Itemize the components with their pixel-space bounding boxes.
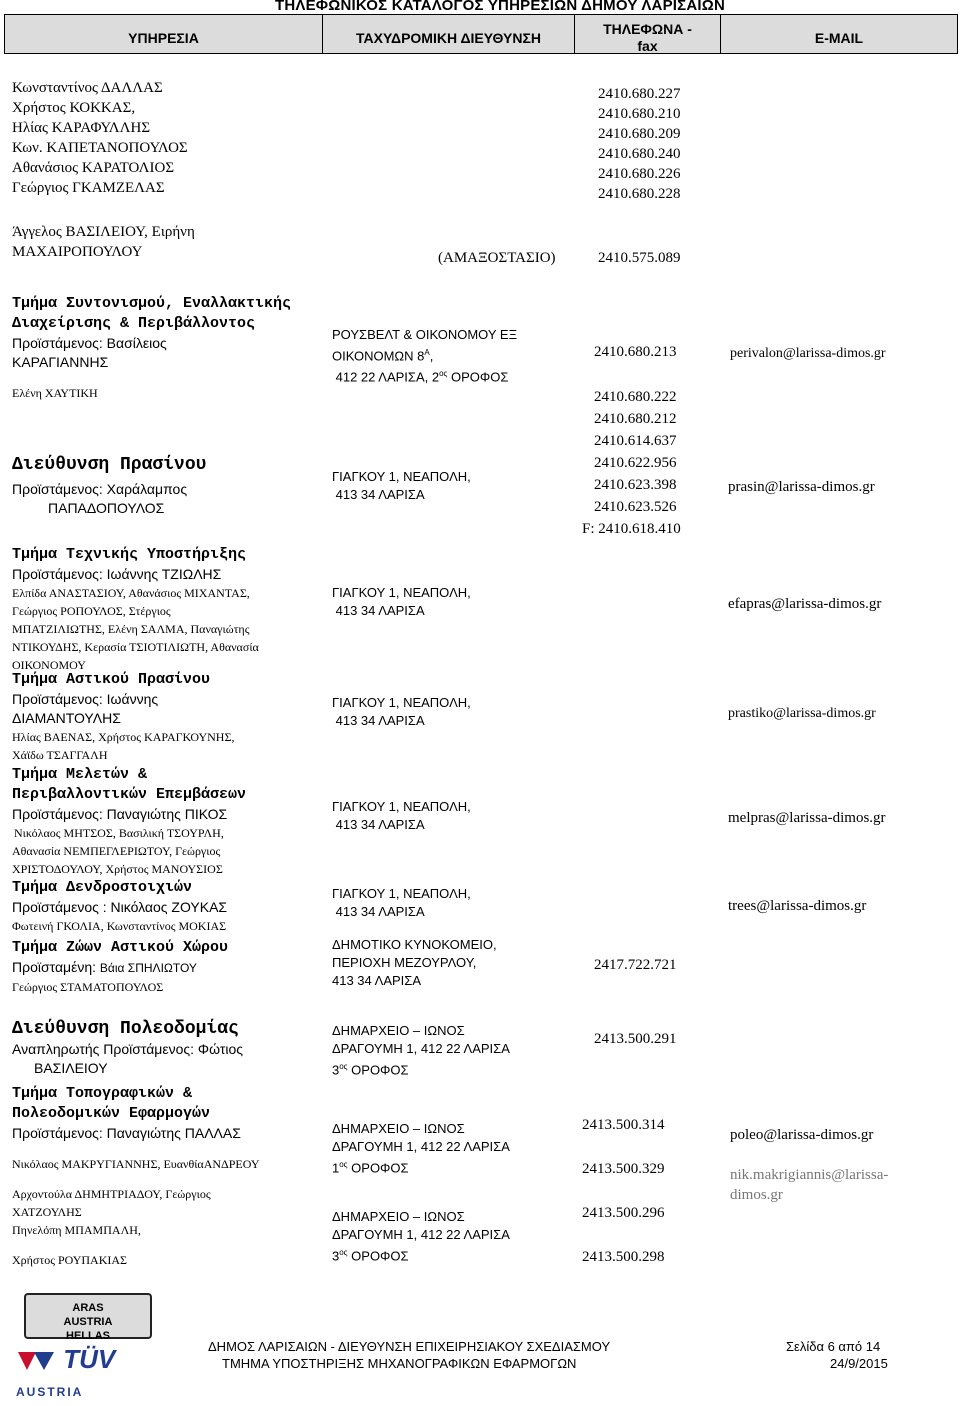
phone-zoon: 2417.722.721 <box>594 957 677 973</box>
dept-meleton: Τμήμα Μελετών & Περιβαλλοντικών Επεμβάσεων Προϊστάμενος: Παναγιώτης ΠΙΚΟΣ Νικόλαος ΜΗΤΣΟΣ, Βασιλική ΤΣΟΥΡΛΗ, Αθανασία ΝΕΜΠΕΓΛΕΡΙΩΤΟΥ, Γεώργιος ΧΡΙΣΤΟΔΟΥΛΟΥ, Χρήστος ΜΑΝΟΥΣΙΟΣ <box>12 766 247 876</box>
dept-zoon: Τμήμα Ζώων Αστικού Χώρου Προϊσταμένη: Βάια ΣΠΗΛΙΩΤΟΥ Γεώργιος ΣΤΑΜΑΤΟΠΟΥΛΟΣ <box>12 939 229 994</box>
email-meleton[interactable]: melpras@larissa-dimos.gr <box>728 810 886 826</box>
phone-poleodomias: 2413.500.291 <box>594 1031 677 1047</box>
tuv-logo: TÜV AUSTRIA <box>16 1344 116 1399</box>
email-dendro[interactable]: trees@larissa-dimos.gr <box>728 898 867 914</box>
header-service: ΥΠΗΡΕΣΙΑ <box>5 15 323 53</box>
address-astikou: ΓΙΑΓΚΟΥ 1, ΝΕΑΠΟΛΗ, 413 34 ΛΑΡΙΣΑ <box>332 695 471 728</box>
address-syntonismou: ΡΟΥΣΒΕΛΤ & ΟΙΚΟΝΟΜΟΥ ΕΞ ΟΙΚΟΝΟΜΩΝ $8^A$, 412 22 ΛΑΡΙΣΑ, $2^{o\varsigma}$ ΟΡΟΦΟΣ <box>332 327 518 385</box>
address-poleodomias: ΔΗΜΑΡΧΕΙΟ – ΙΩΝΟΣ ΔΡΑΓΟΥΜΗ 1, 412 22 ΛΑΡΙΣΑ $3^{o\varsigma}$ ΟΡΟΦΟΣ <box>332 1023 510 1078</box>
email-astikou[interactable]: prastiko@larissa-dimos.gr <box>728 706 876 721</box>
address-zoon: ΔΗΜΟΤΙΚΟ ΚΥΝΟΚΟΜΕΙΟ, ΠΕΡΙΟΧΗ ΜΕΖΟΥΡΛΟΥ, 413 34 ΛΑΡΙΣΑ <box>332 937 497 988</box>
footer-org: ΔΗΜΟΣ ΛΑΡΙΣΑΙΩΝ - ΔΙΕΥΘΥΝΣΗ ΕΠΙΧΕΙΡΗΣΙΑΚΟΥ ΣΧΕΔΙΑΣΜΟΥ <box>208 1339 611 1354</box>
dept-syntonismou: Τμήμα Συντονισμού, Εναλλακτικής Διαχείρισης & Περιβάλλοντος Προϊστάμενος: Βασίλειος ΚΑΡΑΓΙΑΝΝΗΣ Ελένη ΧΑΥΤΙΚΗ <box>12 295 292 400</box>
dept-poleodomias: Διεύθυνση Πολεοδομίας Αναπληρωτής Προϊστάμενος: Φώτιος ΒΑΣΙΛΕΙΟΥ <box>12 1019 244 1076</box>
dept-topografikon: Τμήμα Τοπογραφικών & Πολεοδομικών Εφαρμογών Προϊστάμενος: Παναγιώτης ΠΑΛΛΑΣ Νικόλαος ΜΑΚΡΥΓΙΑΝΝΗΣ, ΕυανθίαΑΝΔΡΕΟΥ Αρχοντούλα ΔΗΜΗΤΡΙΑΔΟΥ, Γεώργιος ΧΑΤΖΟΥΛΗΣ Πηνελόπη ΜΠΑΜΠΑΛΗ, Χρήστος ΡΟΥΠΑΚΙΑΣ <box>12 1085 260 1267</box>
staff-list-garage: Άγγελος ΒΑΣΙΛΕΙΟΥ, Ειρήνη ΜΑΧΑΙΡΟΠΟΥΛΟΥ <box>12 224 195 260</box>
document-title: ΤΗΛΕΦΩΝΙΚΟΣ ΚΑΤΑΛΟΓΟΣ ΥΠΗΡΕΣΙΩΝ ΔΗΜΟΥ ΛΑΡΙΣΑΙΩΝ <box>274 0 726 14</box>
phones-prasinou: 2410.680.222 2410.680.212 2410.614.637 2410.622.956 2410.623.398 2410.623.526 F: 2410.618.410 <box>582 389 681 537</box>
phones-topografikon: 2413.500.314 2413.500.329 2413.500.296 2413.500.298 <box>582 1117 665 1265</box>
email-syntonismou[interactable]: perivalon@larissa-dimos.gr <box>730 346 886 361</box>
phone-garage: 2410.575.089 <box>598 250 681 266</box>
email-topografikon[interactable]: poleo@larissa-dimos.gr <box>730 1127 874 1143</box>
address-topografikon-1: ΔΗΜΑΡΧΕΙΟ – ΙΩΝΟΣ ΔΡΑΓΟΥΜΗ 1, 412 22 ΛΑΡΙΣΑ $1^{o\varsigma}$ ΟΡΟΦΟΣ <box>332 1121 510 1176</box>
dept-astikou: Τμήμα Αστικού Πρασίνου Προϊστάμενος: Ιωάννης ΔΙΑΜΑΝΤΟΥΛΗΣ Ηλίας ΒΑΕΝΑΣ, Χρήστος ΚΑΡΑΓΚΟΥΝΗΣ, Χάϊδω ΤΣΑΓΓΑΛΗ <box>12 671 235 762</box>
header-email: E-MAIL <box>814 29 864 46</box>
table-header <box>4 14 958 54</box>
certification-logos <box>10 1293 188 1406</box>
address-meleton: ΓΙΑΓΚΟΥ 1, ΝΕΑΠΟΛΗ, 413 34 ΛΑΡΙΣΑ <box>332 799 471 832</box>
dept-texnikis: Τμήμα Τεχνικής Υποστήριξης Προϊστάμενος: Ιωάννης ΤΖΙΩΛΗΣ Ελπίδα ΑΝΑΣΤΑΣΙΟΥ, Αθανάσιος ΜΙΧΑΝΤΑΣ, Γεώργιος ΡΟΠΟΥΛΟΣ, Στέργιος ΜΠΑΤΖΙΛΙΩΤΗΣ, Ελένη ΣΑΛΜΑ, Παναγιώτης ΝΤΙΚΟΥΔΗΣ, Κερασία ΤΣΙΟΤΙΛΙΩΤΗ, Αθανασία ΟΙΚΟΝΟΜΟΥ <box>12 546 259 672</box>
phones-top: 2410.680.227 2410.680.210 2410.680.209 2410.680.240 2410.680.226 2410.680.228 <box>598 86 681 202</box>
header-address: ΤΑΧΥΔΡΟΜΙΚΗ ΔΙΕΥΘΥΝΣΗ <box>323 15 575 53</box>
address-garage: (ΑΜΑΞΟΣΤΑΣΙΟ) <box>438 250 556 266</box>
footer-date: 24/9/2015 <box>830 1356 888 1371</box>
footer-dept: ΤΜΗΜΑ ΥΠΟΣΤΗΡΙΞΗΣ ΜΗΧΑΝΟΓΡΑΦΙΚΩΝ ΕΦΑΡΜΟΓΩΝ <box>222 1356 577 1371</box>
address-dendro: ΓΙΑΓΚΟΥ 1, ΝΕΑΠΟΛΗ, 413 34 ΛΑΡΙΣΑ <box>332 886 471 919</box>
dept-prasinou: Διεύθυνση Πρασίνου Προϊστάμενος: Χαράλαμπος ΠΑΠΑΔΟΠΟΥΛΟΣ <box>12 455 207 516</box>
phone-syntonismou: 2410.680.213 <box>594 344 677 360</box>
tuv-emblem-icon <box>16 1350 56 1372</box>
dept-dendro: Τμήμα Δενδροστοιχιών Προϊστάμενος : Νικόλαος ΖΟΥΚΑΣ Φωτεινή ΓΚΟΛΙΑ, Κωνσταντίνος ΜΟΚΙΑΣ <box>12 879 228 933</box>
email-topografikon-personal[interactable]: nik.makrigiannis@larissa- dimos.gr <box>730 1167 889 1203</box>
footer-page: Σελίδα 6 από 14 <box>786 1339 881 1354</box>
staff-list-top: Κωνσταντίνος ΔΑΛΛΑΣ Χρήστος ΚΟΚΚΑΣ, Ηλίας ΚΑΡΑΦΥΛΛΗΣ Κων. ΚΑΠΕΤΑΝΟΠΟΥΛΟΣ Αθανάσιος ΚΑΡΑΤΟΛΙΟΣ Γεώργιος ΓΚΑΜΖΕΛΑΣ <box>12 80 188 196</box>
address-texnikis: ΓΙΑΓΚΟΥ 1, ΝΕΑΠΟΛΗ, 413 34 ΛΑΡΙΣΑ <box>332 585 471 618</box>
address-topografikon-2: ΔΗΜΑΡΧΕΙΟ – ΙΩΝΟΣ ΔΡΑΓΟΥΜΗ 1, 412 22 ΛΑΡΙΣΑ $3^{o\varsigma}$ ΟΡΟΦΟΣ <box>332 1209 510 1264</box>
address-prasinou: ΓΙΑΓΚΟΥ 1, ΝΕΑΠΟΛΗ, 413 34 ΛΑΡΙΣΑ <box>332 469 471 502</box>
aras-logo: ARAS AUSTRIA HELLAS <box>24 1293 152 1339</box>
email-texnikis[interactable]: efapras@larissa-dimos.gr <box>728 596 882 612</box>
header-phones: ΤΗΛΕΦΩΝΑ - fax <box>575 15 721 53</box>
email-prasinou[interactable]: prasin@larissa-dimos.gr <box>728 479 875 495</box>
